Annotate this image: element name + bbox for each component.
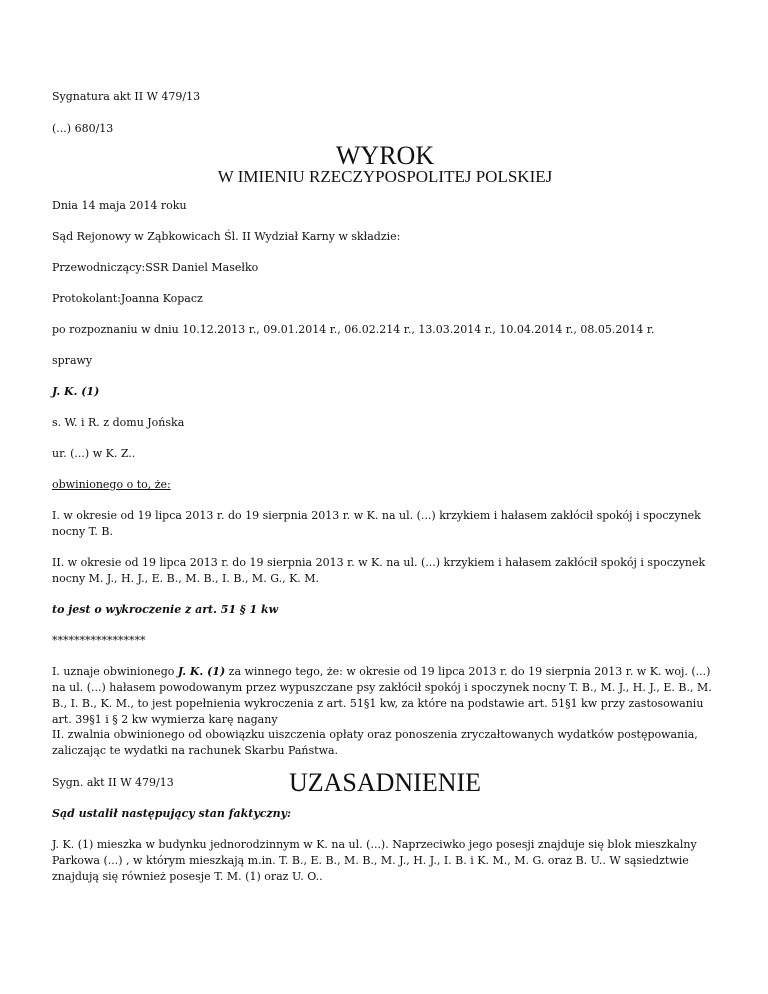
verdict-point-1-name: J. K. (1) [177, 665, 226, 678]
charge-1: I. w okresie od 19 lipca 2013 r. do 19 sierpnia 2013 r. w K. na ul. (...) krzykiem i hałasem zakłócił spokój i spoczynek nocny T. B. [52, 509, 701, 538]
verdict-point-1-text: za winnego tego, że: w okresie od 19 lipca 2013 r. do 19 sierpnia 2013 r. w K. woj. (...) na ul. (...) hałasem powodowanym przez wypuszczane psy zakłócił spokój i spoczynek nocny T. B., M. J., H. J., E. B., M. B., I. B., K. M., to jest popełnienia wykroczenia z art. 51§1 kw, za które na podstawie art. 51§1 kw przy zastosowaniu art. 39§1 i § 2 kw wymierza karę nagany [52, 665, 712, 726]
charge-2: II. w okresie od 19 lipca 2013 r. do 19 sierpnia 2013 r. w K. na ul. (...) krzykiem i hałasem zakłócił spokój i spoczynek nocny M. J., H. J., E. B., M. B., I. B., M. G., K. M. [52, 556, 706, 585]
verdict-date: Dnia 14 maja 2014 roku [52, 199, 187, 212]
facts-paragraph: J. K. (1) mieszka w budynku jednorodzinnym w K. na ul. (...). Naprzeciwko jego posesji znajduje się blok mieszkalny Parkowa (...) , w którym mieszkają m.in. T. B., E. B., M. B., M. J., H. J., I. B. i K. M., M. G. oraz B. U.. W sąsiedztwie znajdują się również posesje T. M. (1) oraz U. O.. [52, 838, 697, 883]
accused-name: J. K. (1) [52, 385, 100, 398]
facts-heading: Sąd ustalił następujący stan faktyczny: [52, 807, 292, 820]
verdict-point-1-prefix: I. uznaje obwinionego [52, 665, 178, 678]
justification-title: UZASADNIENIE [288, 768, 482, 797]
separator-line: ***************** [52, 634, 146, 647]
accused-parents: s. W. i R. z domu Jońska [52, 416, 185, 429]
charged-heading: obwinionego o to, że: [52, 478, 171, 491]
case-signature: Sygnatura akt II W 479/13 [52, 90, 201, 103]
case-reference: (...) 680/13 [52, 122, 114, 135]
verdict-subtitle: W IMIENIU RZECZYPOSPOLITEJ POLSKIEJ [217, 167, 553, 186]
charge-qualification: to jest o wykroczenie z art. 51 § 1 kw [52, 603, 279, 616]
case-word: sprawy [52, 354, 93, 367]
presiding-judge: Przewodniczący:SSR Daniel Masełko [52, 261, 259, 274]
charged-heading-wrap [52, 477, 718, 493]
court-composition: Sąd Rejonowy w Ząbkowicach Śl. II Wydział Karny w składzie: [52, 230, 401, 243]
justification-signature: Sygn. akt II W 479/13 [52, 776, 174, 789]
verdict-title: WYROK [335, 141, 435, 170]
verdict-point-1 [52, 664, 718, 728]
hearing-dates: po rozpoznaniu w dniu 10.12.2013 r., 09.01.2014 r., 06.02.214 r., 13.03.2014 r., 10.04.2014 r., 08.05.2014 r. [52, 323, 655, 336]
court-clerk: Protokolant:Joanna Kopacz [52, 292, 203, 305]
accused-birth: ur. (...) w K. Z.. [52, 447, 136, 460]
verdict-point-2: II. zwalnia obwinionego od obowiązku uiszczenia opłaty oraz ponoszenia zryczałtowanych wydatków postępowania, zaliczając te wydatki na rachunek Skarbu Państwa. [52, 728, 698, 757]
